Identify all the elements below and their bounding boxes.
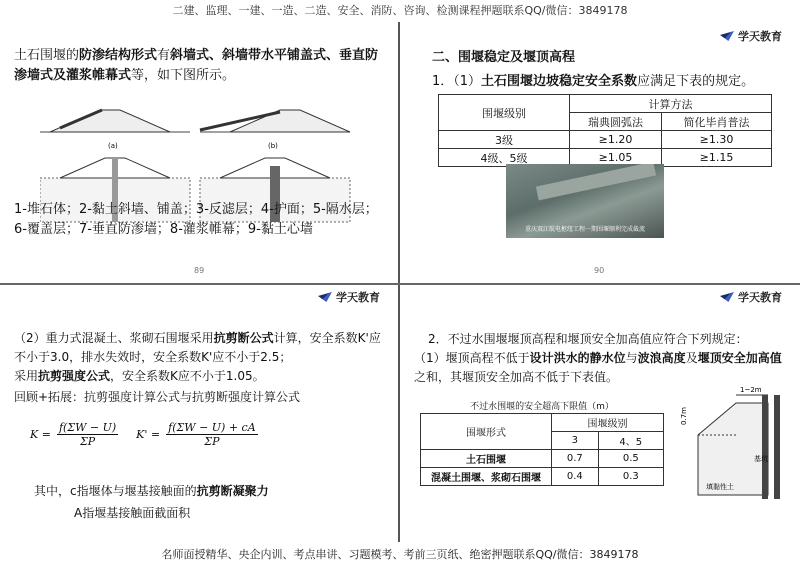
table-title: 不过水围堰的安全超高下限值（m） bbox=[470, 402, 614, 412]
text-bold: 抗剪强度公式 bbox=[38, 369, 111, 383]
table-header: 3 bbox=[552, 432, 599, 450]
table-cell: 0.7 bbox=[552, 450, 599, 468]
slide-89 bbox=[0, 22, 398, 283]
intro-bold: 斜墙式、斜墙带水平铺盖式、垂直防渗墙式及灌浆帷幕式 bbox=[14, 48, 379, 83]
text-plain: ，安全系数K应不小于1.05。 bbox=[110, 369, 265, 383]
sheet-pile bbox=[762, 395, 768, 499]
table-cell: 0.3 bbox=[598, 468, 663, 486]
text-plain: 计算，安全系数K'应不小于3.0，排水失效时，安全系数K'应不小于2.5； bbox=[14, 331, 381, 364]
intro-bold: 防渗结构形式 bbox=[79, 48, 158, 63]
crest-line1: 2．不过水围堰堰顶高程和堰顶安全加高值应符合下列规定： bbox=[428, 332, 748, 346]
brand-name: 学天教育 bbox=[738, 291, 782, 304]
safety-height-table bbox=[420, 413, 664, 486]
sheet-pile bbox=[774, 395, 780, 499]
figure-label: (a) bbox=[108, 142, 118, 150]
footer-banner: 名师面授精华、央企内训、考点串讲、习题模考、考前三页纸、绝密押题联系QQ/微信：3849178 bbox=[161, 548, 639, 561]
table-cell: 4级、5级 bbox=[439, 149, 570, 167]
text-plain: （1）堰顶高程不低于 bbox=[414, 351, 530, 365]
table-cell: ≥1.15 bbox=[661, 149, 771, 167]
text-bold: 波浪高度 bbox=[637, 351, 686, 365]
note-line bbox=[34, 481, 269, 501]
table-row bbox=[439, 131, 772, 149]
table-cell: ≥1.30 bbox=[661, 131, 771, 149]
text-bold: 堰顶安全加高 bbox=[697, 351, 770, 365]
page-number: 89 bbox=[194, 266, 205, 275]
text-plain: 采用 bbox=[14, 369, 39, 383]
page-number: 90 bbox=[594, 266, 605, 275]
text-bold: 土石围堰边坡稳定安全系数 bbox=[481, 74, 638, 89]
text-plain: 及 bbox=[685, 351, 698, 365]
table-cell: 土石围堰 bbox=[421, 450, 552, 468]
text-bold: 设计洪水的静水位 bbox=[529, 351, 626, 365]
slide-90 bbox=[400, 22, 800, 283]
text-plain: 1．（1） bbox=[432, 74, 482, 89]
brand-name: 学天教育 bbox=[336, 291, 380, 304]
table-cell: 混凝土围堰、浆砌石围堰 bbox=[421, 468, 552, 486]
table-header: 瑞典圆弧法 bbox=[570, 113, 662, 131]
formula-lhs: K = bbox=[30, 428, 51, 441]
intro-plain: 土石围堰的 bbox=[14, 48, 80, 63]
formulas bbox=[30, 421, 258, 448]
dimension-label: 1~2m bbox=[740, 386, 762, 394]
text-plain: 应满足下表的规定。 bbox=[637, 74, 755, 89]
formula-lhs: K' = bbox=[136, 428, 161, 441]
figure-b bbox=[200, 110, 350, 150]
brand-logo bbox=[720, 28, 782, 44]
photo-caption: 重庆双江航电枢纽工程一期围堰顺利完成截流 bbox=[524, 226, 645, 233]
table-cell: 3级 bbox=[439, 131, 570, 149]
brand-logo bbox=[318, 289, 380, 305]
table-header: 计算方法 bbox=[570, 95, 772, 113]
logo-icon bbox=[720, 31, 734, 41]
pit-label: 基坑 bbox=[754, 455, 768, 463]
note-line: A指堰基接触面截面积 bbox=[74, 506, 191, 520]
brand-logo bbox=[720, 289, 782, 305]
section-heading: 二、围堰稳定及堰顶高程 bbox=[432, 50, 576, 65]
intro-text bbox=[14, 46, 386, 86]
fraction-numerator: f(ΣW − U) bbox=[58, 421, 117, 434]
fraction bbox=[57, 421, 118, 448]
fill-body bbox=[698, 403, 768, 495]
figure-a bbox=[40, 110, 190, 150]
stability-text bbox=[432, 72, 792, 92]
table-cell: ≥1.20 bbox=[570, 131, 662, 149]
table-cell: 0.5 bbox=[598, 450, 663, 468]
figure-legend: 1-堆石体；2-黏土斜墙、铺盖；3-反滤层；4-护面；5-隔水层；6-覆盖层；7-垂直防渗墙；8-灌浆帷幕；9-黏土心墙 bbox=[14, 202, 378, 237]
table-header: 简化毕肖普法 bbox=[661, 113, 771, 131]
slope-safety-table bbox=[438, 94, 772, 167]
logo-icon bbox=[720, 292, 734, 302]
intro-plain: 有 bbox=[157, 48, 171, 63]
photo-embankment bbox=[536, 164, 656, 200]
crest-paragraph bbox=[414, 349, 790, 387]
text-bold: 值 bbox=[769, 351, 782, 365]
cofferdam-photo bbox=[506, 164, 664, 238]
table-row bbox=[421, 450, 664, 468]
brand-name: 学天教育 bbox=[738, 30, 782, 43]
crest-diagram bbox=[678, 385, 794, 505]
table-header: 围堰级别 bbox=[439, 95, 570, 131]
logo-icon bbox=[318, 292, 332, 302]
text-plain: 与 bbox=[625, 351, 638, 365]
table-header: 围堰形式 bbox=[421, 414, 552, 450]
fraction-denominator: ΣP bbox=[204, 435, 220, 448]
table-cell: 0.4 bbox=[552, 468, 599, 486]
fraction-denominator: ΣP bbox=[79, 435, 96, 448]
text-bold: 抗剪断凝聚力 bbox=[196, 484, 269, 498]
table-header: 4、5 bbox=[598, 432, 663, 450]
table-row bbox=[421, 468, 664, 486]
fraction bbox=[166, 421, 258, 448]
text-plain: 其中，c指堰体与堰基接触面的 bbox=[34, 484, 197, 498]
slide-shear bbox=[0, 285, 398, 542]
text-plain: （2）重力式混凝土、浆砌石围堰采用 bbox=[14, 331, 214, 345]
dimension-label: 0.7m bbox=[680, 407, 688, 425]
slide-crest-elevation bbox=[400, 285, 800, 542]
text-bold: 抗剪断公式 bbox=[213, 331, 274, 345]
table-header: 围堰级别 bbox=[552, 414, 664, 432]
header-banner: 二建、监理、一建、一造、二造、安全、消防、咨询、检测课程押题联系QQ/微信：3849178 bbox=[172, 4, 628, 17]
fraction-numerator: f(ΣW − U) + cA bbox=[168, 421, 256, 434]
table-cell: ≥1.05 bbox=[570, 149, 662, 167]
fill-label: 填黏性土 bbox=[706, 483, 734, 491]
review-text: 回顾+拓展：抗剪强度计算公式与抗剪断强度计算公式 bbox=[14, 390, 301, 404]
shear-paragraph bbox=[14, 329, 392, 386]
intro-plain: 等，如下图所示。 bbox=[131, 68, 236, 83]
figure-label: (b) bbox=[268, 142, 278, 150]
text-plain: 之和，其堰顶安全加高不低于下表值。 bbox=[414, 370, 619, 384]
